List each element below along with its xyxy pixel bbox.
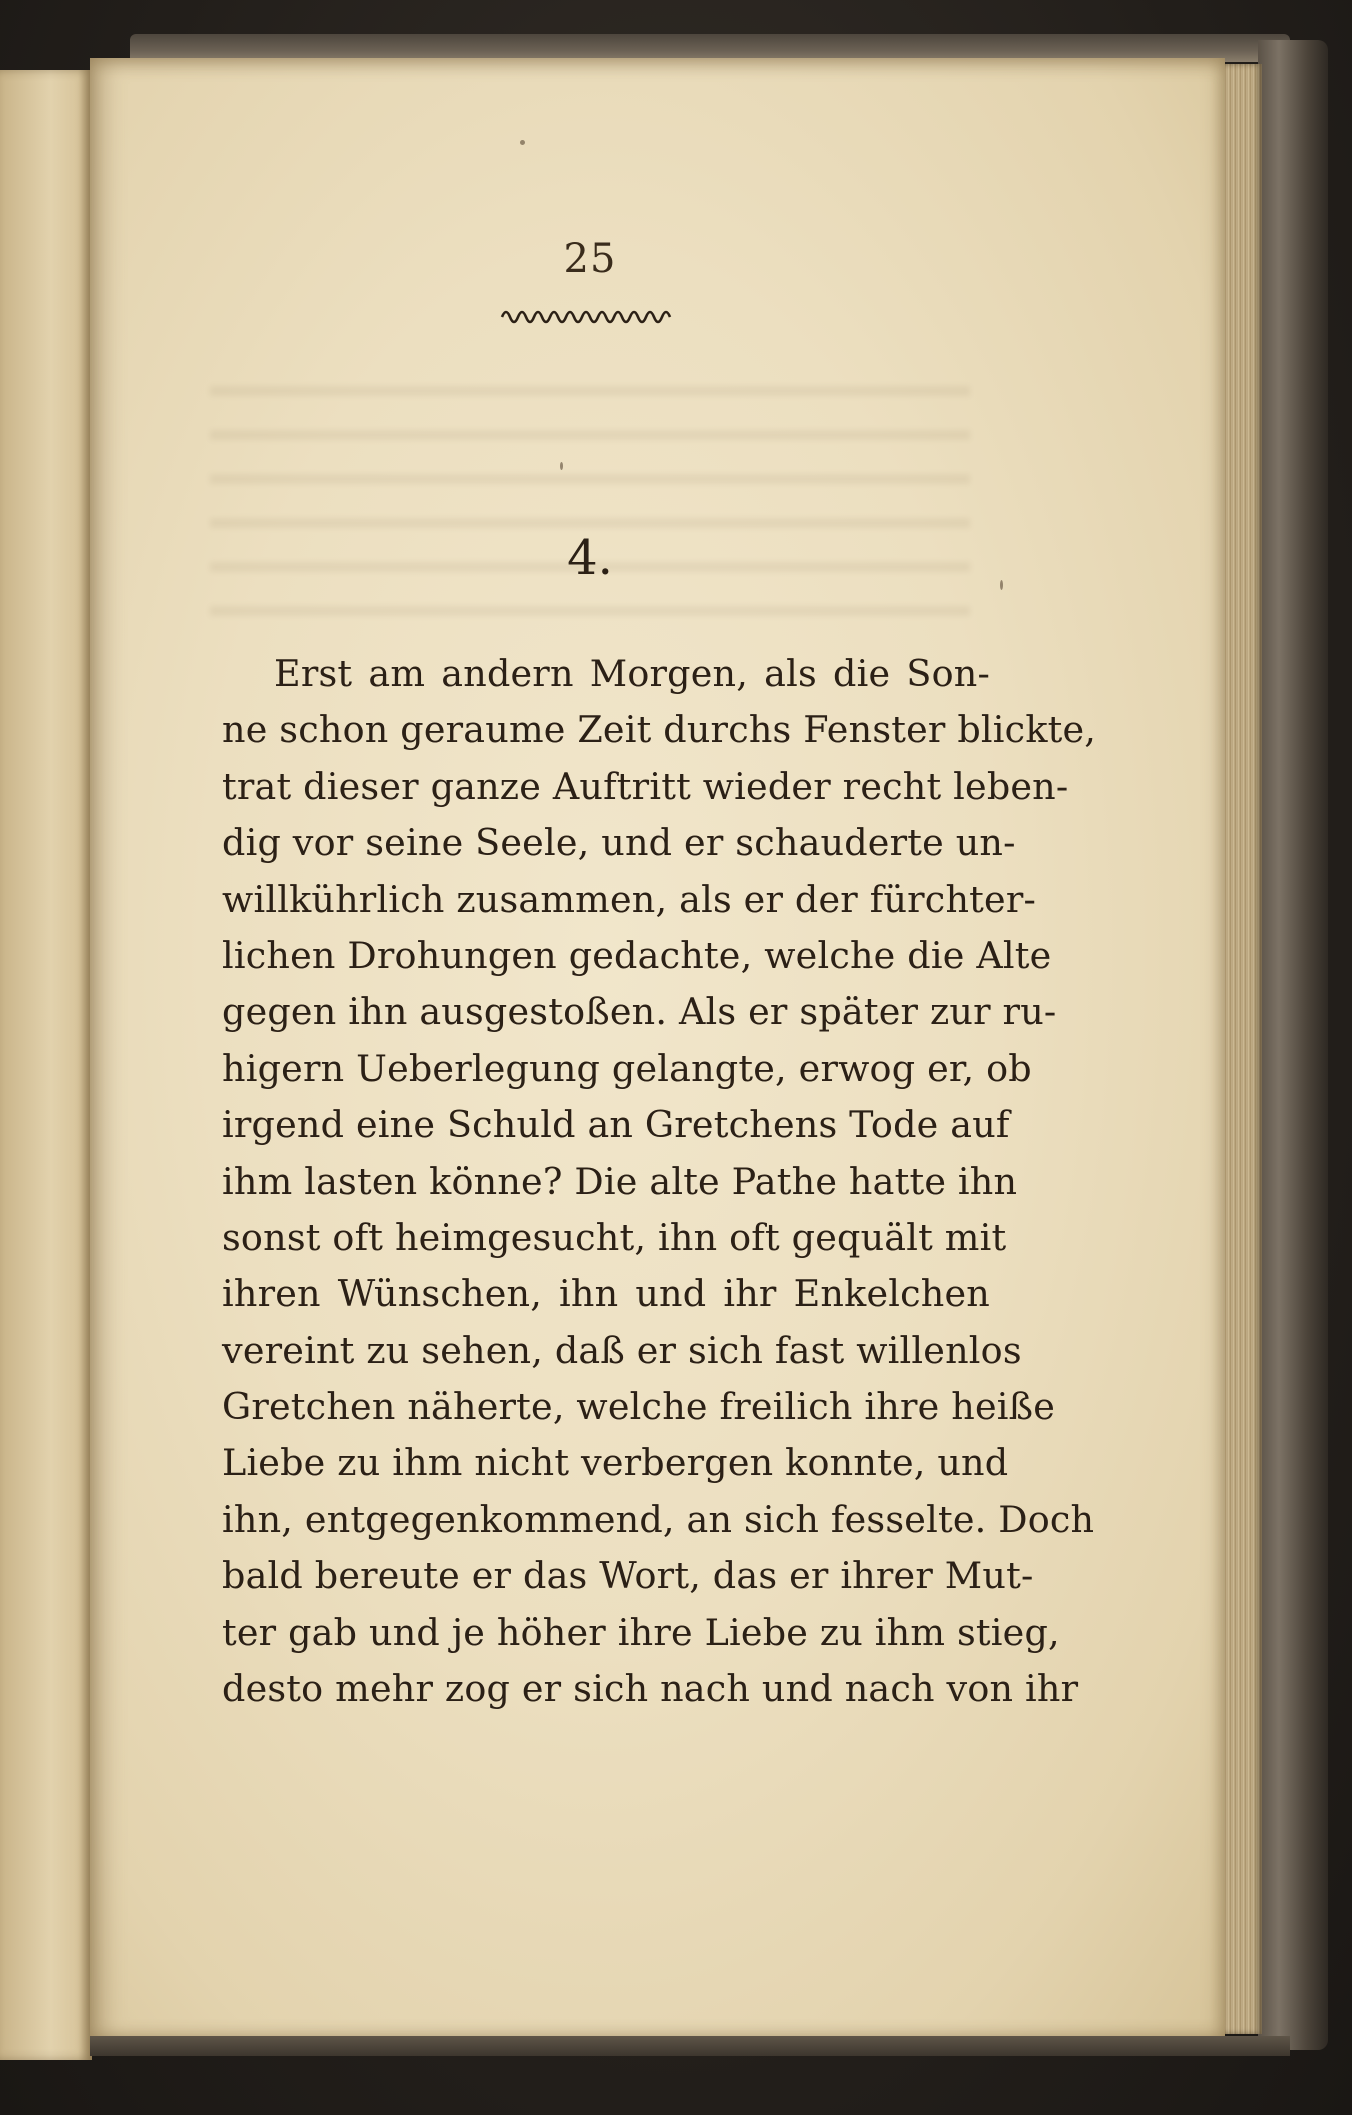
text-line: dig vor seine Seele, und er schauderte un- bbox=[222, 821, 1016, 865]
text-line: sonst oft heimgesucht, ihn oft gequält mit bbox=[222, 1215, 1007, 1259]
page-number: 25 bbox=[563, 236, 617, 282]
text-line: gegen ihn ausgestoßen. Als er später zur ru- bbox=[222, 990, 1057, 1034]
previous-page-edge bbox=[0, 70, 92, 2060]
text-line: vereint zu sehen, daß er sich fast willenlos bbox=[222, 1328, 1022, 1372]
text-line: desto mehr zog er sich nach und nach von ihr bbox=[222, 1667, 1079, 1711]
text-line: Gretchen näherte, welche freilich ihre heiße bbox=[222, 1385, 1056, 1429]
text-line: Erst am andern Morgen, als die Son- bbox=[274, 652, 990, 695]
text-line: lichen Drohungen gedachte, welche die Alte bbox=[222, 933, 1052, 977]
book-cover-spine bbox=[1258, 40, 1328, 2050]
book-cover-bottom bbox=[90, 2036, 1290, 2056]
paper-speck bbox=[1000, 580, 1003, 590]
paper-speck bbox=[560, 462, 563, 470]
chapter-number: 4. bbox=[567, 530, 613, 586]
text-line: willkührlich zusammen, als er der fürchter- bbox=[222, 877, 1037, 921]
text-line: trat dieser ganze Auftritt wieder recht leben- bbox=[222, 764, 1069, 808]
text-line: irgend eine Schuld an Gretchens Tode auf bbox=[222, 1103, 1010, 1147]
body-text bbox=[222, 646, 1097, 1717]
text-line: ihm lasten könne? Die alte Pathe hatte ihn bbox=[222, 1159, 1018, 1203]
wavy-rule-ornament bbox=[500, 303, 680, 325]
page-edges bbox=[1222, 64, 1262, 2034]
text-line: bald bereute er das Wort, das er ihrer Mut- bbox=[222, 1554, 1034, 1598]
text-line: ter gab und je höher ihre Liebe zu ihm stieg, bbox=[222, 1610, 1060, 1654]
paper-speck bbox=[520, 140, 525, 145]
text-line: Liebe zu ihm nicht verbergen konnte, und bbox=[222, 1441, 1009, 1485]
text-line: ne schon geraume Zeit durchs Fenster blickte, bbox=[222, 708, 1097, 752]
text-line: higern Ueberlegung gelangte, erwog er, ob bbox=[222, 1046, 1032, 1090]
text-line: ihren Wünschen, ihn und ihr Enkelchen bbox=[222, 1272, 990, 1316]
text-line: ihn, entgegenkommend, an sich fesselte. Doch bbox=[222, 1497, 1095, 1541]
